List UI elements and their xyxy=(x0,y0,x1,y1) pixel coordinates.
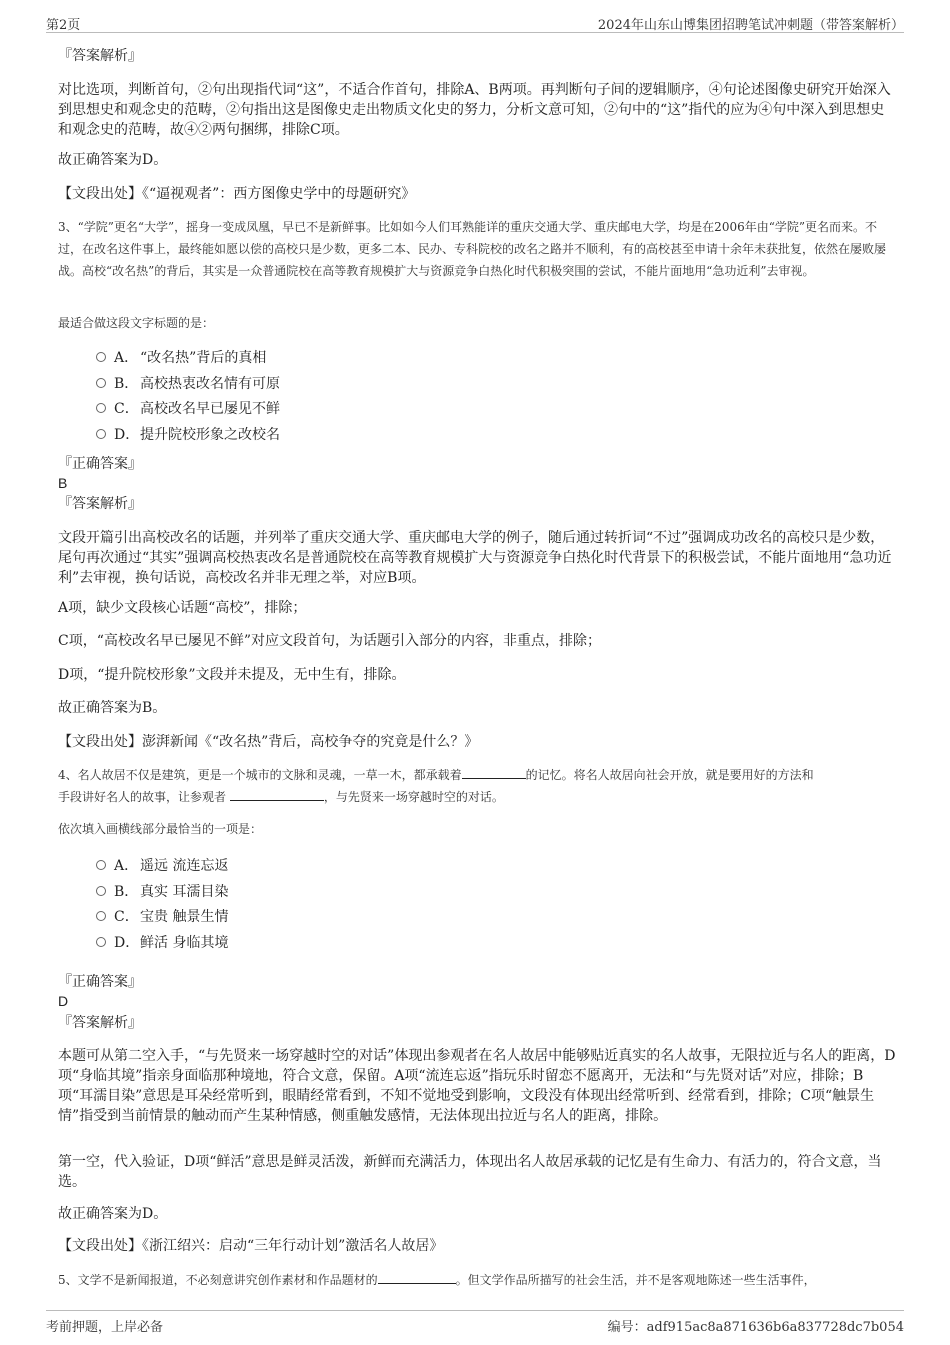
q3-option-d[interactable]: D．提升院校形象之改校名 xyxy=(96,425,280,445)
radio-icon[interactable] xyxy=(96,378,106,388)
page-footer xyxy=(46,1310,904,1339)
q3-stem: 3、“学院”更名“大学”，摇身一变成凤凰，早已不是新鲜事。比如如今人们耳熟能详的重庆交通大学、重庆邮电大学，均是在2006年由“学院”更名而来。不过，在改名这件事上，最终能如愿以偿的高校只是少数，更多二本、民办、专科院校的改名之路并不顺利，有的高校甚至申请十余年未获批复，依然在屡败屡战。高校“改名热”的背后，其实是一众普通院校在高等教育规模扩大与资源竞争白热化时代积极突围的尝试，不能片面地用“急功近利”去审视。 xyxy=(58,220,887,278)
q4-analysis: 本题可从第二空入手，“与先贤来一场穿越时空的对话”体现出参观者在名人故居中能够贴近真实的名人故事，无限拉近与名人的距离，D项“身临其境”指亲身面临那种境地，符合文意，保留。A项“流连忘返”指玩乐时留恋不愿离开，无法和“与先贤对话”对应，排除；B项“耳濡目染”意思是耳朵经常听到，眼睛经常看到，不知不觉地受到影响，文段没有体现出经常听到、经常看到，排除；C项“触景生情”指受到当前情景的触动而产生某种情感，侧重触发感情，无法体现出拉近与名人的距离，排除。 xyxy=(58,1048,896,1124)
radio-icon[interactable] xyxy=(96,886,106,896)
q4-analysis-2: 第一空，代入验证，D项“鲜活”意思是鲜灵活泼，新鲜而充满活力，体现出名人故居承载的记忆是有生命力、有活力的，符合文意，当选。 xyxy=(58,1154,882,1190)
radio-icon[interactable] xyxy=(96,352,106,362)
q3-analysis-label: 『答案解析』 xyxy=(58,496,142,512)
footer-slogan: 考前押题，上岸必备 xyxy=(46,1320,164,1335)
q3-conclusion: 故正确答案为B。 xyxy=(58,700,167,716)
q3-note-d: D项，“提升院校形象”文段并未提及，无中生有，排除。 xyxy=(58,667,406,683)
q3-option-b[interactable]: B． 高校热衷改名情有可原 xyxy=(96,374,280,394)
radio-icon[interactable] xyxy=(96,911,106,921)
q4-analysis-label: 『答案解析』 xyxy=(58,1015,142,1031)
q4-answer: D xyxy=(58,993,69,1009)
q3-answer-label: 『正确答案』 xyxy=(58,456,142,472)
q2-source: 【文段出处】《“逼视观者”：西方图像史学中的母题研究》 xyxy=(58,186,416,202)
q4-prompt: 依次填入画横线部分最恰当的一项是： xyxy=(58,822,263,836)
q3-source: 【文段出处】澎湃新闻《“改名热”背后，高校争夺的究竟是什么？》 xyxy=(58,734,479,750)
q2-analysis: 对比选项，判断首句，②句出现指代词“这”，不适合作首句，排除A、B两项。再判断句子间的逻辑顺序，④句论述图像史研究开始深入到思想史和观念史的范畴，②句指出这是图像史走出物质文化史的努力，分析文意可知，②句中的“这”指代的应为④句中深入到思想史和观念史的范畴，故④②两句捆绑，排除C项。 xyxy=(58,82,891,138)
document-title: 2024年山东山博集团招聘笔试冲刺题（带答案解析） xyxy=(597,18,904,33)
radio-icon[interactable] xyxy=(96,860,106,870)
q4-blank-2 xyxy=(230,800,324,801)
q3-note-c: C项，“高校改名早已屡见不鲜”对应文段首句，为话题引入部分的内容，非重点，排除； xyxy=(58,633,602,649)
q2-conclusion: 故正确答案为D。 xyxy=(58,152,168,168)
q4-stem: 4、名人故居不仅是建筑，更是一个城市的文脉和灵魂，一草一木，都承载着 的记忆。将名人故居向社会开放，就是要用好的方法和 手段讲好名人的故事，让参观者 ，与先贤来一场穿越时空的对话。 xyxy=(58,768,814,804)
q4-blank-1 xyxy=(462,778,526,779)
footer-doc-id: 编号：adf915ac8a871636b6a837728dc7b054 xyxy=(607,1320,904,1335)
radio-icon[interactable] xyxy=(96,429,106,439)
q4-conclusion: 故正确答案为D。 xyxy=(58,1206,168,1222)
q3-answer: B xyxy=(58,475,68,491)
q4-option-b[interactable]: B． 真实 耳濡目染 xyxy=(96,882,228,902)
q3-option-c[interactable]: C．高校改名早已屡见不鲜 xyxy=(96,399,280,419)
page-header xyxy=(46,10,904,33)
q4-option-c[interactable]: C．宝贵 触景生情 xyxy=(96,907,228,927)
radio-icon[interactable] xyxy=(96,937,106,947)
q4-option-d[interactable]: D．鲜活 身临其境 xyxy=(96,933,228,953)
q2-analysis-label: 『答案解析』 xyxy=(58,48,142,64)
q4-answer-label: 『正确答案』 xyxy=(58,974,142,990)
q3-prompt: 最适合做这段文字标题的是： xyxy=(58,316,215,330)
q4-source: 【文段出处】《浙江绍兴：启动“三年行动计划”激活名人故居》 xyxy=(58,1238,444,1254)
page-number: 第2页 xyxy=(46,18,81,33)
q5-blank-1 xyxy=(378,1283,456,1284)
q4-option-a[interactable]: A． 遥远 流连忘返 xyxy=(96,856,228,876)
q3-note-a: A项，缺少文段核心话题“高校”，排除； xyxy=(58,600,307,616)
radio-icon[interactable] xyxy=(96,403,106,413)
q3-option-a[interactable]: A． “改名热”背后的真相 xyxy=(96,348,266,368)
q3-analysis: 文段开篇引出高校改名的话题，并列举了重庆交通大学、重庆邮电大学的例子，随后通过转折词“不过”强调成功改名的高校只是少数，尾句再次通过“其实”强调高校热衷改名是普通院校在高等教育规模扩大与资源竞争白热化时代背景下的积极尝试，不能片面地用“急功近利”去审视，换句话说，高校改名并非无理之举，对应B项。 xyxy=(58,530,892,586)
q5-stem: 5、文学不是新闻报道，不必刻意讲究创作素材和作品题材的 。但文学作品所描写的社会生活，并不是客观地陈述一些生活事件， xyxy=(58,1273,816,1287)
